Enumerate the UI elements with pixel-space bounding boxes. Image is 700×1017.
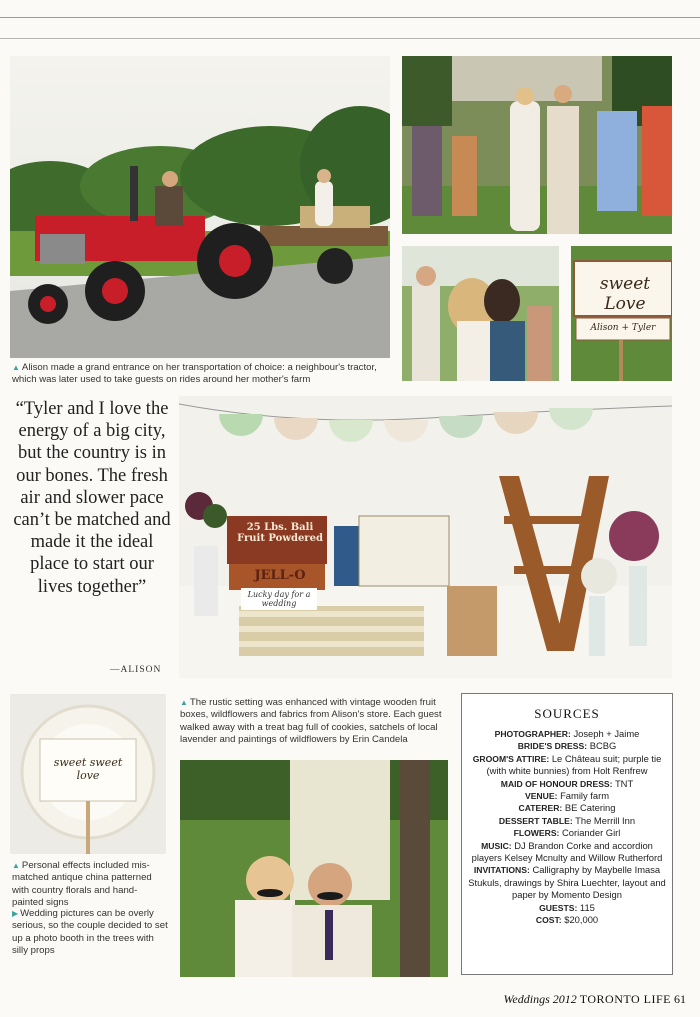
tractor-caption: ▲ Alison made a grand entrance on her transportation of choice: a neighbour's tractor, which was later used to take guests on rides around her mother's farm [12, 362, 377, 386]
table-photo [179, 396, 672, 678]
footer-magazine: TORONTO LIFE [579, 992, 671, 1006]
source-maid-dress: MAID OF HONOUR DRESS: TNT [500, 777, 634, 789]
sign-text: sweet Love [599, 274, 651, 314]
sign-names: Alison + Tyler [590, 323, 656, 333]
source-cost: COST: $20,000 [535, 914, 599, 926]
caption-marker-icon: ▲ [12, 861, 20, 870]
source-guests: GUESTS: 115 [539, 901, 595, 913]
quote-attribution: —ALISON [110, 665, 162, 675]
caption-marker-icon: ▶ [12, 909, 19, 918]
booth-caption: ▶ Wedding pictures can be overly serious, so the couple decided to set up a photo booth in the trees with silly props [12, 908, 168, 956]
caption-marker-icon: ▲ [180, 698, 188, 707]
source-venue: VENUE: Family farm [524, 790, 610, 802]
footer-section: Weddings 2012 [503, 992, 577, 1006]
lucky-card: Lucky day for a wedding [241, 588, 317, 610]
rustic-caption: ▲ The rustic setting was enhanced with vintage wooden fruit boxes, wildflowers and fabrics from Alison's store. Each guest walked away with a treat bag full of cookies, satchels of local lavender and paintings of wildflowers by Erin Candela [180, 697, 442, 745]
hug-photo [402, 246, 559, 381]
top-rule [0, 17, 700, 18]
sources-box [461, 693, 673, 975]
photo-booth-photo [180, 760, 448, 977]
ceremony-photo [402, 56, 672, 234]
source-flowers: FLOWERS: Coriander Girl [513, 827, 621, 839]
pull-quote: “Tyler and I love the energy of a big city, but the country is in our bones. The fresh air and slower pace can’t be matched and made it the ideal place to start our lives together” [13, 399, 171, 597]
page-footer [504, 992, 686, 1007]
crate-brand: JELL-O [254, 568, 306, 583]
source-caterer: CATERER: BE Catering [518, 802, 616, 814]
caption-marker-icon: ▲ [12, 363, 20, 372]
sign-photo [571, 246, 672, 381]
source-grooms-attire: GROOM'S ATTIRE: Le Château suit; purple tie (with white bunnies) from Holt Renfrew [472, 752, 662, 777]
china-photo [10, 694, 166, 854]
header-rule [0, 38, 700, 39]
source-brides-dress: BRIDE'S DRESS: BCBG [517, 740, 617, 752]
source-music: MUSIC: DJ Brandon Corke and accordion players Kelsey Mcnulty and Willow Rutherford [471, 839, 663, 864]
crate-label: 25 Lbs. Bali Fruit Powdered [237, 522, 323, 544]
source-dessert-table: DESSERT TABLE: The Merrill Inn [498, 814, 636, 826]
sources-title: SOURCES [534, 706, 600, 721]
plate-sign-text: sweet sweet love [53, 756, 123, 782]
china-caption: ▲ Personal effects included mis-matched antique china patterned with country florals and hand-painted signs [12, 860, 152, 908]
tractor-photo [10, 56, 390, 358]
source-photographer: PHOTOGRAPHER: Joseph + Jaime [494, 728, 640, 739]
page-number: 61 [674, 992, 686, 1006]
sources-list [468, 728, 666, 927]
source-invitations: INVITATIONS: Calligraphy by Maybelle Imasa Stukuls, drawings by Shira Luechter, layout and paper by Momento Design [468, 864, 666, 901]
